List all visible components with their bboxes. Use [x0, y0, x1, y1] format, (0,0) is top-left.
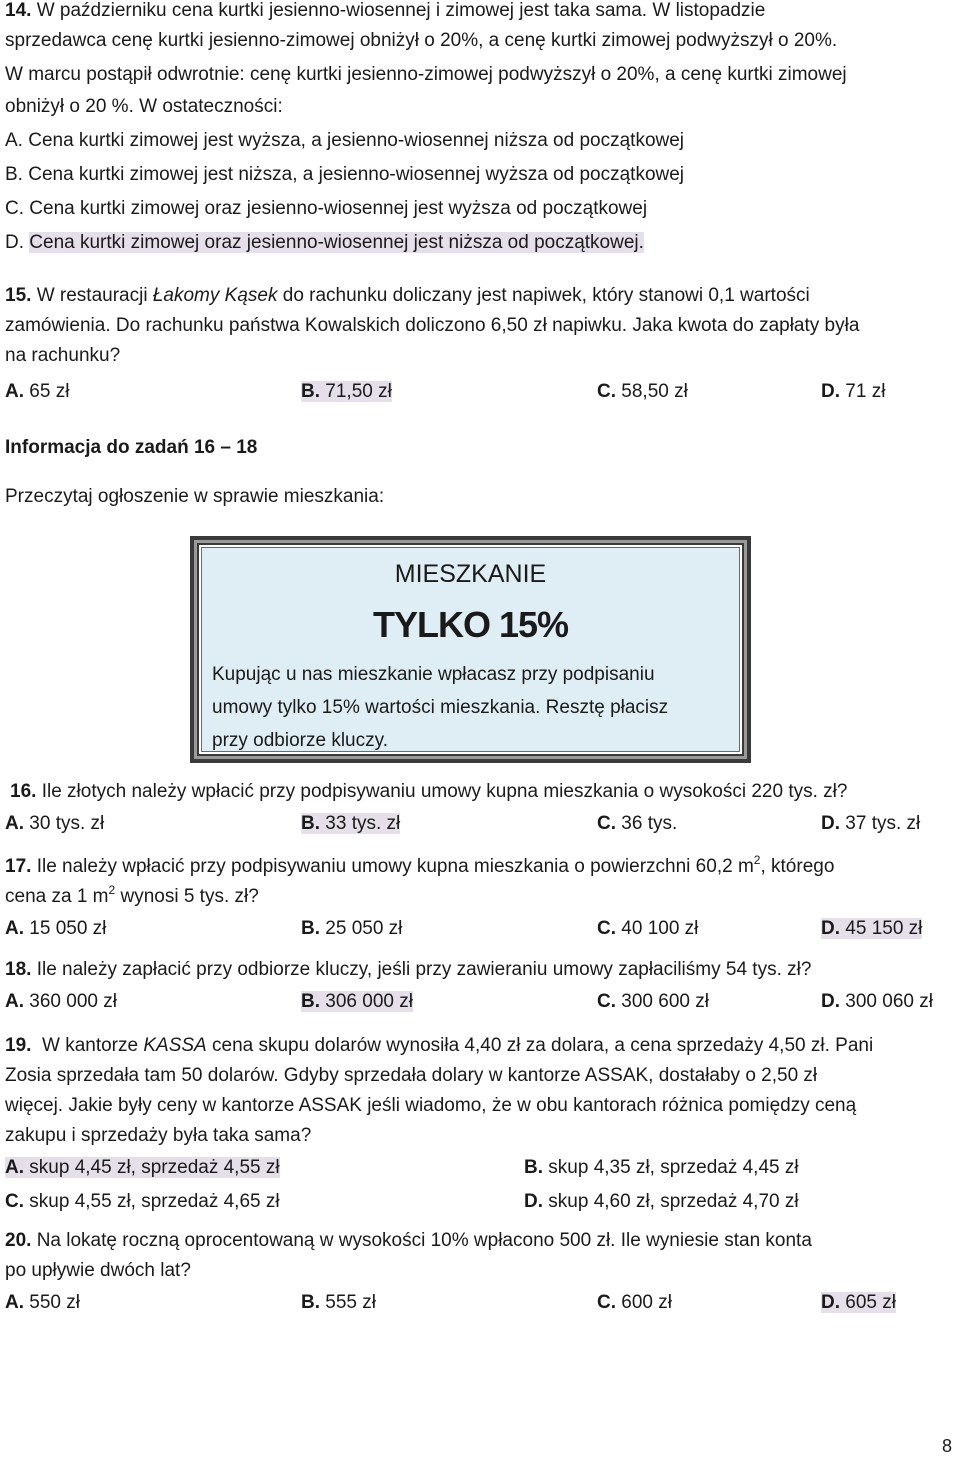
question-19-intro: W kantorze	[41, 1035, 139, 1056]
question-19-answers-row-2	[5, 1185, 956, 1219]
apartment-ad-title: MIESZKANIE	[394, 560, 547, 588]
question-20-line-1	[5, 1226, 956, 1256]
question-19	[5, 1031, 956, 1219]
question-14-option-d-letter: D.	[5, 232, 24, 253]
question-17	[5, 852, 956, 946]
answer-text: 605 zł	[845, 1292, 896, 1313]
answer-text: 15 050 zł	[29, 918, 107, 939]
question-17-text-2a: cena za 1 m	[5, 886, 109, 907]
question-20-number: 20.	[5, 1230, 32, 1251]
answer-letter: D.	[821, 381, 840, 402]
answer-letter: A.	[5, 381, 24, 402]
answer-text: 71 zł	[845, 381, 886, 402]
answer-letter: B.	[301, 381, 320, 402]
question-16-text: Ile złotych należy wpłacić przy podpisywaniu umowy kupna mieszkania o wysokości 220 tys. zł?	[41, 781, 848, 802]
answer-letter: D.	[821, 991, 840, 1012]
answer-letter: C.	[597, 918, 616, 939]
answer-b	[301, 381, 597, 403]
answer-text: skup 4,35 zł, sprzedaż 4,45 zł	[548, 1157, 799, 1178]
question-20-answers	[5, 1286, 956, 1320]
answer-text: 550 zł	[29, 1292, 80, 1313]
info-prompt: Przeczytaj ogłoszenie w sprawie mieszkania:	[5, 486, 385, 507]
answer-d	[821, 381, 960, 403]
question-16	[5, 777, 956, 841]
answer-text: 555 zł	[325, 1292, 376, 1313]
question-17-number: 17.	[5, 856, 32, 877]
answer-letter: D.	[821, 918, 840, 939]
answer-text: skup 4,55 zł, sprzedaż 4,65 zł	[29, 1191, 280, 1212]
question-14-line-4: obniżył o 20 %. W ostateczności:	[5, 96, 283, 117]
question-14-line-2: sprzedawca cenę kurtki jesienno-zimowej obniżył o 20%, a cenę kurtki zimowej podwyższył o 20%.	[5, 30, 838, 51]
answer-d	[821, 1292, 960, 1314]
answer-c	[597, 1292, 821, 1314]
question-14-option-c: C. Cena kurtki zimowej oraz jesienno-wiosennej jest wyższa od początkowej	[5, 198, 648, 219]
question-15-restaurant-name: Łakomy Kąsek	[152, 285, 278, 306]
question-14-option-d-text: Cena kurtki zimowej oraz jesienno-wiosennej jest niższa od początkowej.	[29, 232, 644, 253]
answer-letter: B.	[301, 991, 320, 1012]
question-16-number: 16.	[10, 781, 37, 802]
apartment-ad-headline: TYLKO 15%	[372, 604, 569, 645]
question-15-intro: W restauracji	[36, 285, 148, 306]
answer-d	[524, 1191, 944, 1213]
answer-letter: D.	[821, 1292, 840, 1313]
question-15-text-1: do rachunku doliczany jest napiwek, który stanowi 0,1 wartości	[282, 285, 810, 306]
answer-b	[301, 991, 597, 1013]
answer-c	[597, 813, 821, 835]
question-15-answers	[5, 375, 956, 409]
answer-letter: C.	[597, 813, 616, 834]
answer-letter: B.	[301, 1292, 320, 1313]
answer-text: 58,50 zł	[621, 381, 688, 402]
question-17-text-1a: Ile należy wpłacić przy podpisywaniu umowy kupna mieszkania o powierzchni 60,2 m	[36, 856, 754, 877]
apartment-ad-box	[190, 536, 751, 763]
answer-text: 300 600 zł	[621, 991, 709, 1012]
question-17-line-2	[5, 882, 956, 912]
answer-a	[5, 918, 301, 940]
question-14-line-3: W marcu postąpił odwrotnie: cenę kurtki jesienno-zimowej podwyższył o 20%, a cenę kurtki zimowej	[5, 64, 847, 85]
answer-letter: C.	[597, 1292, 616, 1313]
question-18-line-1	[5, 955, 956, 985]
question-14-option-b: B. Cena kurtki zimowej jest niższa, a jesienno-wiosennej wyższa od początkowej	[5, 164, 685, 185]
question-19-answers-row-1	[5, 1151, 956, 1185]
question-14-option-d	[5, 228, 956, 258]
question-19-line-4: zakupu i sprzedaży była taka sama?	[5, 1125, 312, 1146]
answer-letter: D.	[821, 813, 840, 834]
question-15	[5, 281, 956, 409]
answer-text: 600 zł	[621, 1292, 672, 1313]
question-18	[5, 955, 956, 1019]
question-14	[5, 0, 956, 258]
info-heading: Informacja do zadań 16 – 18	[5, 437, 258, 458]
question-20	[5, 1226, 956, 1320]
question-17-sup-2: 2	[108, 883, 116, 897]
answer-letter: A.	[5, 1292, 24, 1313]
answer-text: 65 zł	[29, 381, 70, 402]
answer-b	[524, 1157, 944, 1179]
question-14-number: 14.	[5, 0, 32, 21]
answer-text: 306 000 zł	[325, 991, 413, 1012]
answer-letter: B.	[301, 813, 320, 834]
answer-text: skup 4,45 zł, sprzedaż 4,55 zł	[29, 1157, 280, 1178]
apartment-ad-text-line-1: Kupując u nas mieszkanie wpłacasz przy podpisaniu	[212, 664, 655, 685]
answer-letter: A.	[5, 918, 24, 939]
answer-text: 33 tys. zł	[325, 813, 401, 834]
question-17-text-2b: wynosi 5 tys. zł?	[115, 886, 259, 907]
question-18-text: Ile należy zapłacić przy odbiorze kluczy, jeśli przy zawieraniu umowy zapłaciliśmy 54 tys. zł?	[36, 959, 812, 980]
answer-b	[301, 918, 597, 940]
question-18-answers	[5, 985, 956, 1019]
answer-c	[597, 918, 821, 940]
answer-text: 25 050 zł	[325, 918, 403, 939]
question-19-line-2: Zosia sprzedała tam 50 dolarów. Gdyby sprzedała dolary w kantorze ASSAK, dostałaby o 2,50 zł	[5, 1065, 818, 1086]
answer-c	[597, 381, 821, 403]
answer-text: 71,50 zł	[325, 381, 392, 402]
question-14-line-1	[5, 0, 956, 26]
question-20-line-2: po upływie dwóch lat?	[5, 1260, 191, 1281]
answer-letter: C.	[5, 1191, 24, 1212]
apartment-ad-text	[212, 658, 729, 757]
question-15-line-3: na rachunku?	[5, 345, 121, 366]
answer-b	[301, 1292, 597, 1314]
question-15-number: 15.	[5, 285, 32, 306]
question-17-sup-1: 2	[753, 853, 761, 867]
answer-text: 30 tys. zł	[29, 813, 105, 834]
question-14-text-1: W październiku cena kurtki jesienno-wiosennej i zimowej jest taka sama. W listopadzie	[36, 0, 766, 21]
question-15-line-1	[5, 281, 956, 311]
answer-text: 360 000 zł	[29, 991, 117, 1012]
question-19-exchange-name: KASSA	[143, 1035, 207, 1056]
answer-text: 36 tys.	[621, 813, 678, 834]
answer-text: 300 060 zł	[845, 991, 933, 1012]
answer-letter: A.	[5, 991, 24, 1012]
answer-c	[597, 991, 821, 1013]
question-19-number: 19.	[5, 1035, 32, 1056]
question-16-line-1	[5, 777, 956, 807]
question-17-text-1b: , którego	[760, 856, 835, 877]
answer-letter: A.	[5, 813, 24, 834]
answer-d	[821, 918, 960, 940]
answer-letter: D.	[524, 1191, 543, 1212]
answer-text: 40 100 zł	[621, 918, 699, 939]
question-19-line-3: więcej. Jakie były ceny w kantorze ASSAK jeśli wiadomo, że w obu kantorach różnica pomiędzy ceną	[5, 1095, 857, 1116]
answer-text: 37 tys. zł	[845, 813, 921, 834]
answer-b	[301, 813, 597, 835]
answer-letter: C.	[597, 381, 616, 402]
apartment-ad-inner	[201, 547, 740, 752]
answer-text: 45 150 zł	[845, 918, 923, 939]
question-16-answers	[5, 807, 956, 841]
answer-letter: A.	[5, 1157, 24, 1178]
answer-letter: B.	[524, 1157, 543, 1178]
apartment-ad-text-line-2: umowy tylko 15% wartości mieszkania. Resztę płacisz	[212, 697, 669, 718]
answer-d	[821, 991, 960, 1013]
page-number: 8	[941, 1436, 952, 1456]
question-17-answers	[5, 912, 956, 946]
answer-text: skup 4,60 zł, sprzedaż 4,70 zł	[548, 1191, 799, 1212]
question-14-option-a: A. Cena kurtki zimowej jest wyższa, a jesienno-wiosennej niższa od początkowej	[5, 130, 685, 151]
answer-a	[5, 1157, 524, 1179]
answer-a	[5, 1292, 301, 1314]
apartment-ad-text-line-3: przy odbiorze kluczy.	[212, 730, 388, 751]
answer-a	[5, 381, 301, 403]
answer-a	[5, 813, 301, 835]
answer-letter: B.	[301, 918, 320, 939]
question-19-text-1: cena skupu dolarów wynosiła 4,40 zł za dolara, a cena sprzedaży 4,50 zł. Pani	[212, 1035, 874, 1056]
answer-c	[5, 1191, 524, 1213]
question-19-line-1	[5, 1031, 956, 1061]
answer-a	[5, 991, 301, 1013]
answer-d	[821, 813, 960, 835]
answer-letter: C.	[597, 991, 616, 1012]
question-18-number: 18.	[5, 959, 32, 980]
question-15-line-2: zamówienia. Do rachunku państwa Kowalskich doliczono 6,50 zł napiwku. Jaka kwota do zapłaty była	[5, 315, 860, 336]
question-17-line-1	[5, 852, 956, 882]
question-20-text-1: Na lokatę roczną oprocentowaną w wysokości 10% wpłacono 500 zł. Ile wyniesie stan konta	[36, 1230, 812, 1251]
